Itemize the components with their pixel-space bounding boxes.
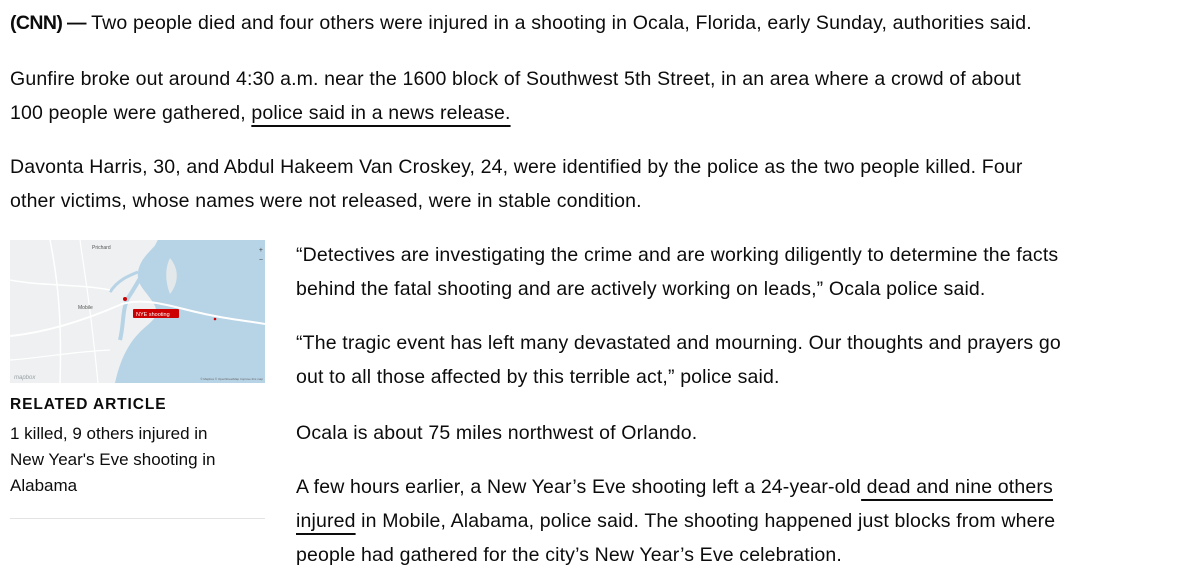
map-provider-logo: mapbox — [14, 375, 36, 381]
related-article-kicker: RELATED ARTICLE — [10, 396, 167, 413]
paragraph-text: 100 people were gathered, — [10, 102, 252, 124]
article-paragraph-2 — [10, 62, 1021, 130]
map-marker-label: NYE shooting — [136, 312, 170, 318]
paragraph-line: other victims, whose names were not released, were in stable condition. — [10, 190, 642, 212]
related-article-card[interactable] — [10, 240, 265, 499]
paragraph-line: behind the fatal shooting and are actively working on leads,” Ocala police said. — [296, 278, 986, 300]
alabama-shooting-link[interactable]: dead and nine others — [861, 476, 1053, 498]
related-article-link[interactable] — [10, 421, 265, 499]
map-place-label: Prichard — [92, 245, 111, 251]
paragraph-line: Davonta Harris, 30, and Abdul Hakeem Van Croskey, 24, were identified by the police as the two people killed. Four — [10, 156, 1023, 178]
article-paragraph-7 — [296, 470, 1055, 572]
cnn-dateline: (CNN) — — [10, 12, 86, 34]
paragraph-line: “The tragic event has left many devastated and mourning. Our thoughts and prayers go — [296, 332, 1061, 354]
paragraph-line: Ocala is about 75 miles northwest of Orlando. — [296, 422, 698, 444]
related-title-line[interactable]: New Year's Eve shooting in — [10, 450, 216, 469]
article-paragraph-3 — [10, 150, 1023, 218]
article-paragraph-6 — [296, 416, 697, 450]
paragraph-line — [10, 6, 1032, 40]
news-release-link[interactable]: police said in a news release. — [251, 102, 511, 124]
alabama-shooting-link-continued[interactable]: injured — [296, 510, 356, 532]
paragraph-line: Gunfire broke out around 4:30 a.m. near the 1600 block of Southwest 5th Street, in an area where a crowd of about — [10, 68, 1021, 90]
paragraph-text: Two people died and four others were injured in a shooting in Ocala, Florida, early Sunday, authorities said. — [85, 12, 1032, 34]
paragraph-line: people had gathered for the city’s New Year’s Eve celebration. — [296, 544, 842, 566]
map-place-label: Mobile — [78, 305, 93, 311]
article-paragraph-4 — [296, 238, 1058, 306]
map-secondary-dot — [214, 318, 217, 321]
article-paragraph-5 — [296, 326, 1061, 394]
related-title-line[interactable]: Alabama — [10, 476, 78, 495]
paragraph-line — [296, 470, 1055, 504]
article-paragraph-1 — [10, 6, 1032, 40]
related-title-line[interactable]: 1 killed, 9 others injured in — [10, 424, 208, 443]
map-marker-dot — [123, 297, 127, 301]
related-article-map-image[interactable] — [10, 240, 265, 383]
paragraph-text: A few hours earlier, a New Year’s Eve shooting left a 24-year-old — [296, 476, 862, 498]
paragraph-line: out to all those affected by this terrible act,” police said. — [296, 366, 780, 388]
paragraph-text: in Mobile, Alabama, police said. The shooting happened just blocks from where — [355, 510, 1056, 532]
zoom-out-icon[interactable]: − — [258, 257, 263, 264]
paragraph-line: “Detectives are investigating the crime and are working diligently to determine the facts — [296, 244, 1059, 266]
related-divider — [10, 518, 265, 519]
zoom-in-icon[interactable]: + — [258, 247, 263, 254]
map-attribution: © Mapbox © OpenStreetMap Improve this map — [200, 377, 263, 381]
paragraph-line — [10, 96, 1021, 130]
paragraph-line — [296, 504, 1055, 538]
